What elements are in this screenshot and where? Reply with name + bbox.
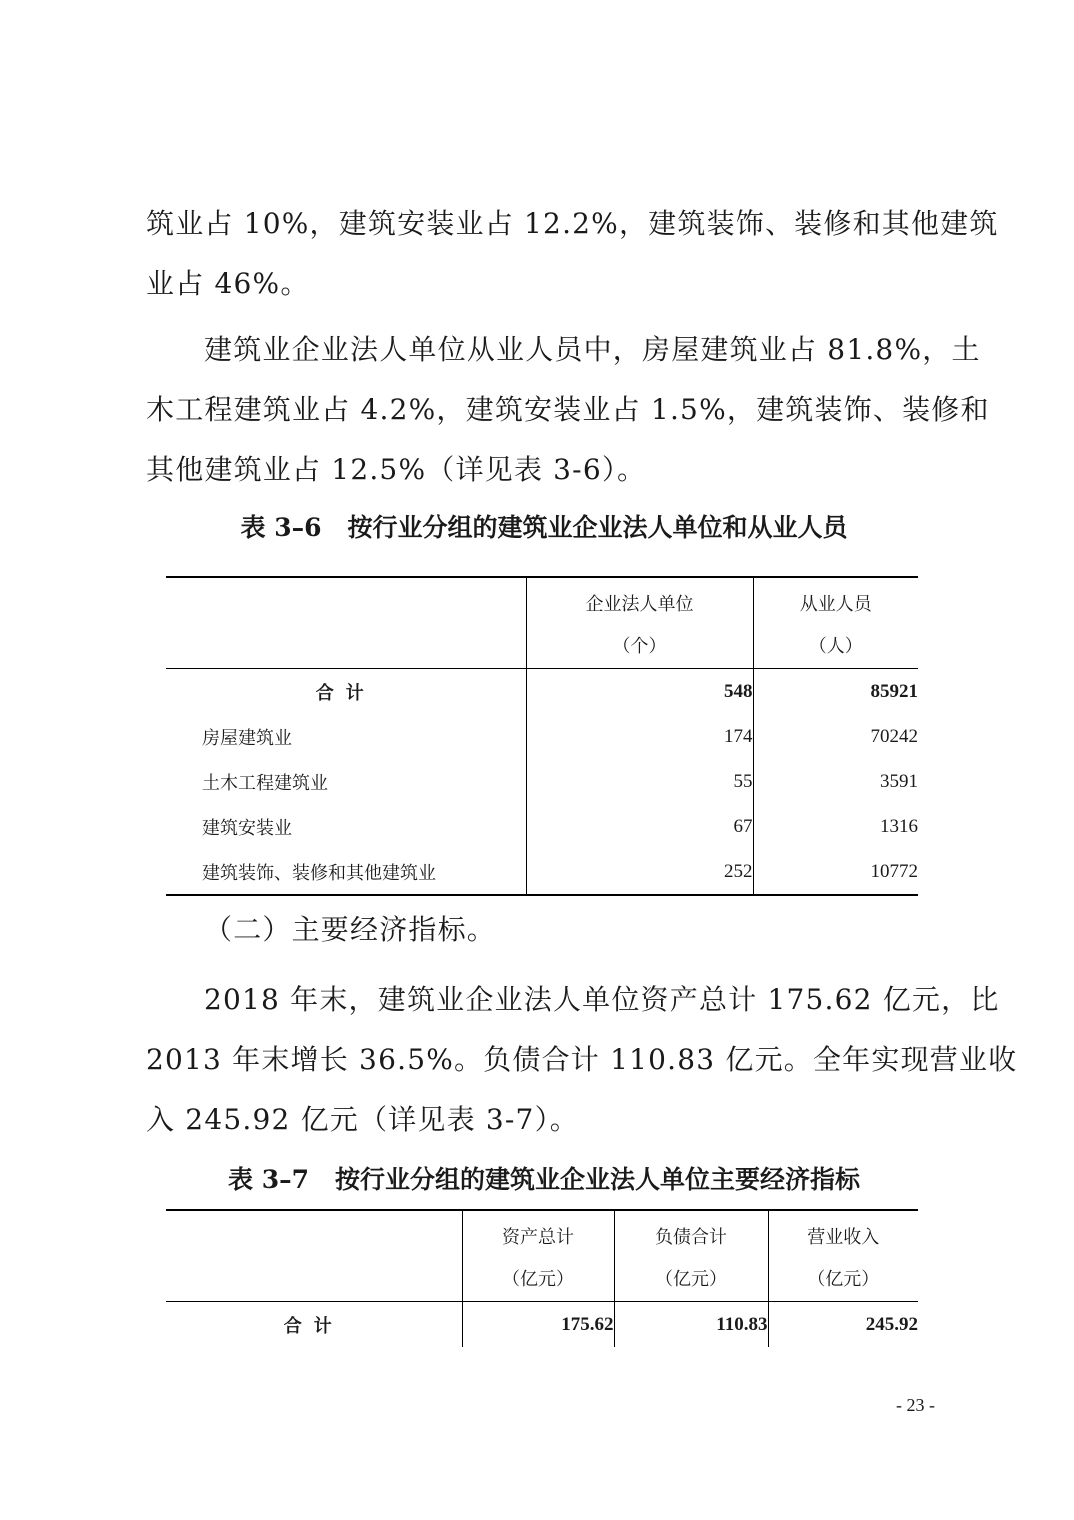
header-blank (166, 1210, 462, 1302)
text-line: 木工程建筑业占 4.2%，建筑安装业占 1.5%，建筑装饰、装修和 (146, 393, 990, 426)
table-caption-3-6 (146, 508, 942, 544)
cell-value: 10772 (753, 849, 918, 895)
cell-value: 252 (526, 849, 753, 895)
table-header-row (166, 577, 918, 669)
header-unit: （亿元） (655, 1269, 727, 1290)
table-3-7 (166, 1209, 918, 1347)
header-cell (614, 1210, 768, 1302)
header-name: 负债合计 (655, 1227, 727, 1248)
cell-value: 110.83 (614, 1302, 768, 1348)
caption-number: 表 3–6 (240, 513, 322, 542)
header-name: 营业收入 (807, 1227, 880, 1248)
header-unit: （人） (808, 636, 863, 657)
text-line: 2013 年末增长 36.5%。负债合计 110.83 亿元。全年实现营业收 (146, 1043, 1018, 1076)
cell-value: 245.92 (768, 1302, 918, 1348)
caption-number: 表 3–7 (227, 1165, 309, 1194)
row-label: 房屋建筑业 (202, 727, 292, 749)
row-label: 合计 (283, 1315, 344, 1337)
cell-value: 1316 (753, 804, 918, 849)
table-row-total (166, 1302, 918, 1348)
header-unit: （亿元） (502, 1269, 574, 1290)
cell-value: 55 (526, 759, 753, 804)
table-row (166, 804, 918, 849)
paragraph-continuation (146, 194, 999, 314)
header-unit: （个） (612, 636, 667, 657)
header-cell (753, 577, 918, 669)
paragraph-employees (146, 320, 990, 500)
cell-value: 174 (526, 714, 753, 759)
cell-value: 3591 (753, 759, 918, 804)
text-line: 2018 年末，建筑业企业法人单位资产总计 175.62 亿元，比 (204, 983, 1000, 1016)
section-heading (146, 900, 942, 960)
cell-value: 175.62 (462, 1302, 614, 1348)
cell-value: 70242 (753, 714, 918, 759)
table-header-row (166, 1210, 918, 1302)
paragraph-economic (146, 970, 1018, 1150)
text-line: 建筑业企业法人单位从业人员中，房屋建筑业占 81.8%，土 (204, 333, 981, 366)
table-row (166, 759, 918, 804)
table-row-total (166, 669, 918, 715)
table-row (166, 714, 918, 759)
cell-value: 85921 (753, 669, 918, 715)
row-label: 建筑安装业 (202, 817, 292, 839)
caption-title: 按行业分组的建筑业企业法人单位主要经济指标 (334, 1165, 860, 1194)
page-number: - 23 - (896, 1395, 935, 1415)
text-line: 筑业占 10%，建筑安装业占 12.2%，建筑装饰、装修和其他建筑 (146, 207, 999, 240)
row-label: 土木工程建筑业 (202, 772, 328, 794)
header-name: 企业法人单位 (585, 594, 694, 615)
text-line: 其他建筑业占 12.5%（详见表 3-6）。 (146, 453, 647, 486)
caption-title: 按行业分组的建筑业企业法人单位和从业人员 (347, 513, 848, 542)
row-label: 合计 (315, 682, 376, 704)
header-cell (768, 1210, 918, 1302)
header-name: 从业人员 (799, 594, 872, 615)
table-row (166, 849, 918, 895)
text-line: 业占 46%。 (146, 267, 310, 300)
cell-value: 67 (526, 804, 753, 849)
text-line: （二）主要经济指标。 (204, 913, 497, 946)
table-3-6 (166, 576, 918, 896)
header-name: 资产总计 (502, 1227, 574, 1248)
text-line: 入 245.92 亿元（详见表 3-7）。 (146, 1103, 579, 1136)
header-cell (526, 577, 753, 669)
header-unit: （亿元） (807, 1269, 880, 1290)
cell-value: 548 (526, 669, 753, 715)
header-blank (166, 577, 526, 669)
table-caption-3-7 (146, 1160, 942, 1196)
row-label: 建筑装饰、装修和其他建筑业 (202, 862, 436, 884)
header-cell (462, 1210, 614, 1302)
